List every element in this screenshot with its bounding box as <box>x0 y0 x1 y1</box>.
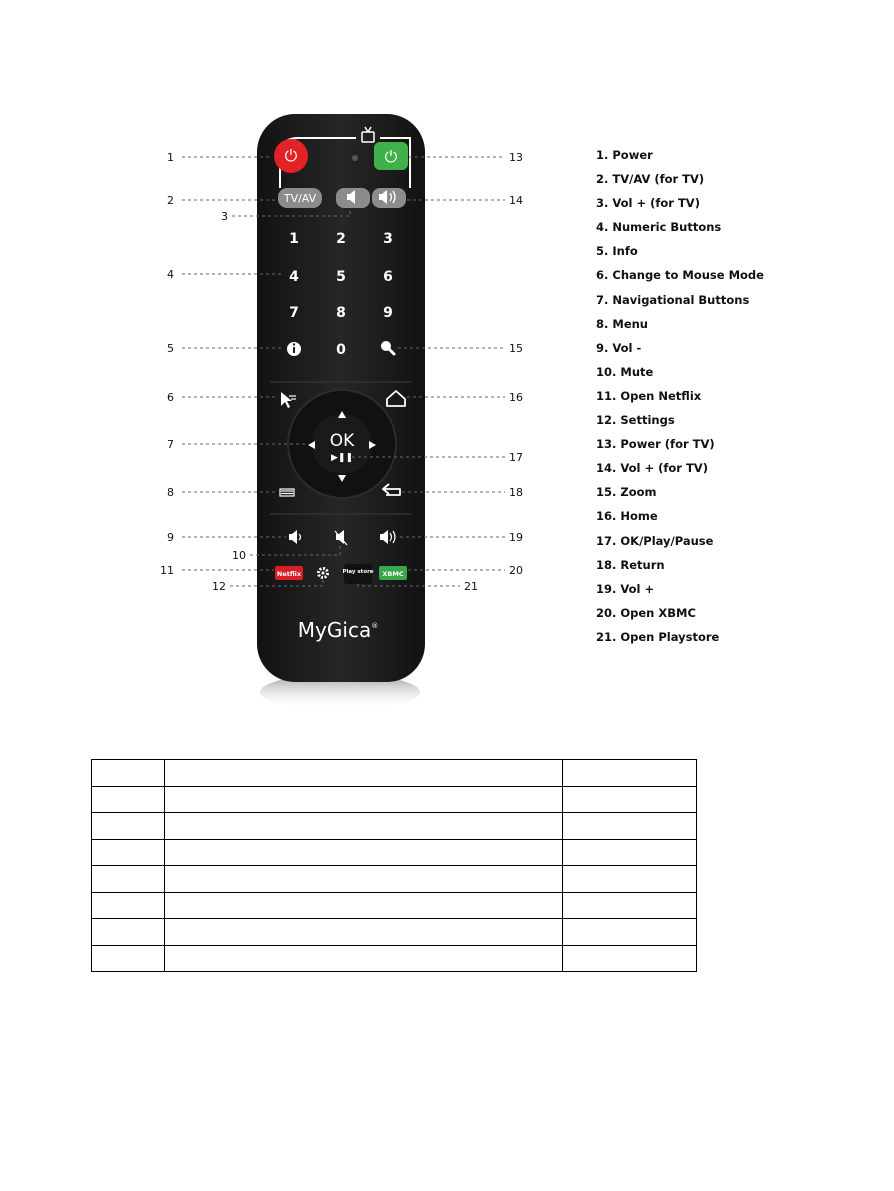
table-cell <box>92 839 165 866</box>
key-3[interactable]: 3 <box>383 231 393 247</box>
tvav-button[interactable] <box>278 188 322 208</box>
netflix-label: Netflix <box>276 570 302 578</box>
playstore-label: Play store <box>342 569 374 575</box>
tv-vol-plus-button[interactable] <box>372 188 406 208</box>
legend-item: 18. Return <box>596 557 665 572</box>
legend-item: 7. Navigational Buttons <box>596 292 750 307</box>
legend-item: 8. Menu <box>596 316 648 331</box>
key-5[interactable]: 5 <box>336 269 346 285</box>
table-cell <box>563 813 697 840</box>
indicator-led <box>352 155 358 161</box>
callout-11: 11 <box>160 564 174 577</box>
table-cell <box>563 839 697 866</box>
callout-20: 20 <box>509 564 523 577</box>
table-cell <box>92 760 165 787</box>
xbmc-label: XBMC <box>382 570 404 578</box>
callout-12: 12 <box>212 580 226 593</box>
legend-item: 11. Open Netflix <box>596 388 702 403</box>
legend-item: 2. TV/AV (for TV) <box>596 172 705 187</box>
empty-table <box>91 759 697 972</box>
table-cell <box>563 892 697 919</box>
power-button[interactable] <box>274 139 308 173</box>
table-cell <box>563 866 697 893</box>
legend-item: 14. Vol + (for TV) <box>596 461 708 476</box>
callout-8: 8 <box>167 486 174 499</box>
callout-4: 4 <box>167 268 174 281</box>
legend-item: 20. Open XBMC <box>596 605 696 620</box>
key-0[interactable]: 0 <box>336 342 346 358</box>
table-row <box>92 919 697 946</box>
legend-item: 17. OK/Play/Pause <box>596 533 714 548</box>
legend-item: 6. Change to Mouse Mode <box>596 268 764 283</box>
table-cell <box>165 945 563 972</box>
key-8[interactable]: 8 <box>336 305 346 321</box>
callout-1: 1 <box>167 151 174 164</box>
callout-7: 7 <box>167 438 174 451</box>
key-9[interactable]: 9 <box>383 305 393 321</box>
key-1[interactable]: 1 <box>289 231 299 247</box>
tv-power-button[interactable] <box>374 142 408 170</box>
table-cell <box>92 866 165 893</box>
table-cell <box>165 919 563 946</box>
table-row <box>92 866 697 893</box>
playstore-button[interactable] <box>342 564 373 584</box>
brand-logo <box>298 618 378 642</box>
table-cell <box>165 866 563 893</box>
callout-5: 5 <box>167 342 174 355</box>
callout-6: 6 <box>167 391 174 404</box>
callout-9: 9 <box>167 531 174 544</box>
info-button[interactable] <box>287 342 301 356</box>
table-row <box>92 813 697 840</box>
table-cell <box>563 945 697 972</box>
table-cell <box>563 760 697 787</box>
tv-vol-minus-button[interactable] <box>336 188 370 208</box>
table-row <box>92 839 697 866</box>
table-cell <box>92 919 165 946</box>
button-legend <box>596 148 764 654</box>
table-cell <box>563 786 697 813</box>
key-7[interactable]: 7 <box>289 305 299 321</box>
callout-18: 18 <box>509 486 523 499</box>
callout-10: 10 <box>232 549 246 562</box>
table-cell <box>165 839 563 866</box>
table-cell <box>165 760 563 787</box>
callout-2: 2 <box>167 194 174 207</box>
table-cell <box>92 945 165 972</box>
callout-17: 17 <box>509 451 523 464</box>
table-row <box>92 760 697 787</box>
key-2[interactable]: 2 <box>336 231 346 247</box>
table-cell <box>92 892 165 919</box>
callout-13: 13 <box>509 151 523 164</box>
ok-button[interactable] <box>330 431 355 463</box>
info-icon <box>293 347 295 353</box>
key-6[interactable]: 6 <box>383 269 393 285</box>
table-row <box>92 786 697 813</box>
play-pause-icon: ▶❚❚ <box>330 453 354 463</box>
legend-item: 10. Mute <box>596 364 654 379</box>
callout-3: 3 <box>221 210 228 223</box>
xbmc-button[interactable] <box>379 566 407 580</box>
key-4[interactable]: 4 <box>289 269 299 285</box>
power-icon: ⏻ <box>284 146 298 165</box>
callout-16: 16 <box>509 391 523 404</box>
legend-item: 4. Numeric Buttons <box>596 220 722 235</box>
callout-19: 19 <box>509 531 523 544</box>
table-row <box>92 945 697 972</box>
table-cell <box>165 813 563 840</box>
table-cell <box>92 786 165 813</box>
legend-item: 12. Settings <box>596 413 675 428</box>
table-cell <box>165 892 563 919</box>
callout-21: 21 <box>464 580 478 593</box>
legend-item: 16. Home <box>596 509 658 524</box>
brand-registered-mark: ® <box>371 622 379 630</box>
netflix-button[interactable] <box>275 566 303 580</box>
callout-15: 15 <box>509 342 523 355</box>
table-row <box>92 892 697 919</box>
table-cell <box>92 813 165 840</box>
legend-item: 5. Info <box>596 244 638 259</box>
tvav-label: TV/AV <box>283 192 317 205</box>
legend-item: 15. Zoom <box>596 485 657 500</box>
legend-item: 1. Power <box>596 148 653 162</box>
legend-item: 3. Vol + (for TV) <box>596 196 700 211</box>
legend-item: 21. Open Playstore <box>596 629 720 644</box>
brand-name: MyGica <box>297 618 372 642</box>
callout-14: 14 <box>509 194 523 207</box>
legend-item: 9. Vol - <box>596 340 642 355</box>
tv-power-icon: ⏻ <box>384 147 398 166</box>
table-cell <box>165 786 563 813</box>
ok-label: OK <box>329 431 355 451</box>
legend-item: 13. Power (for TV) <box>596 437 715 452</box>
legend-item: 19. Vol + <box>596 581 655 596</box>
table-cell <box>563 919 697 946</box>
